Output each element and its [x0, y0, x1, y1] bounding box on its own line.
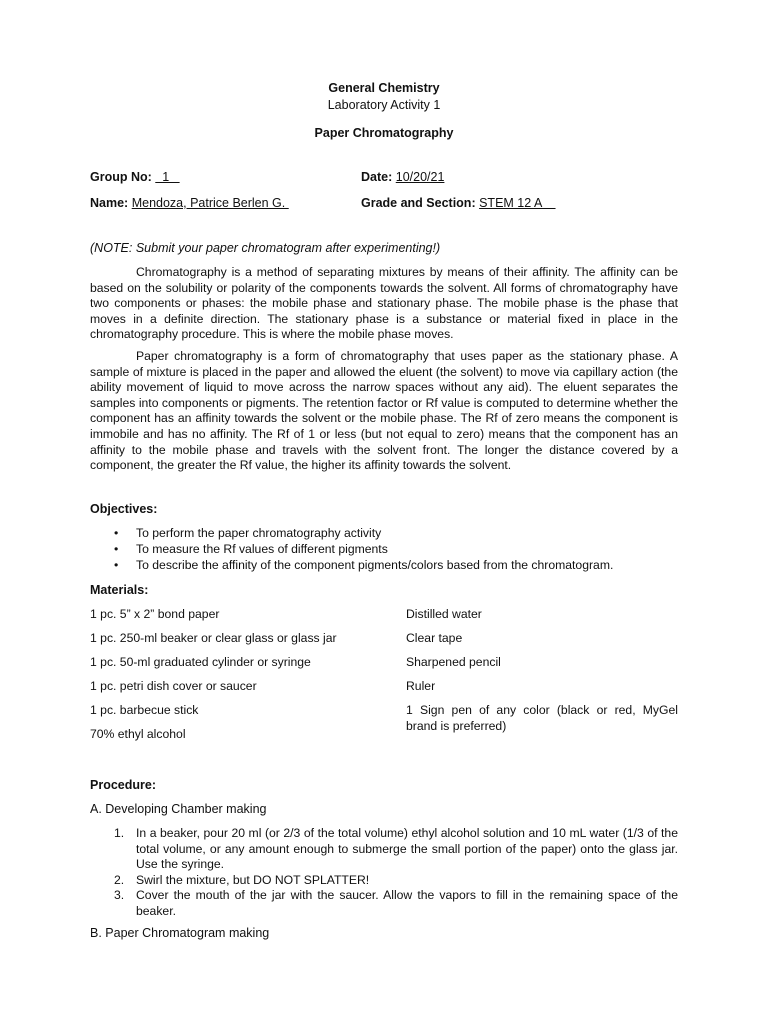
- section-a-heading: A. Developing Chamber making: [90, 802, 267, 816]
- list-item: • To describe the affinity of the component pigments/colors based from the chromatogram.: [114, 557, 614, 572]
- list-item: 1. In a beaker, pour 20 ml (or 2/3 of the total volume) ethyl alcohol solution and 10 mL water (1/3 of the total volume, or any amount enough to submerge the small portion of the paper) onto the glass jar. Use the syringe.: [114, 826, 678, 872]
- material-row: 1 pc. 50-ml graduated cylinder or syringe Sharpened pencil: [90, 655, 501, 669]
- date-value: 10/20/21: [395, 170, 445, 184]
- date-label: Date:: [361, 170, 393, 184]
- material-row: 1 pc. petri dish cover or saucer Ruler: [90, 679, 436, 693]
- submission-note: (NOTE: Submit your paper chromatogram after experimenting!): [90, 241, 441, 255]
- paragraph-chromatography: Chromatography is a method of separating mixtures by means of their affinity. The affinity can be based on the solubility or polarity of the components towards the solvent. All forms of chromatography have two components or phases: the mobile phase and stationary phase. The mobile phase is the phase that moves in a definite direction. The stationary phase is a substance or material fixed in place in the chromatography procedure. This is where the mobile phase moves.: [90, 265, 678, 342]
- activity-subtitle: Laboratory Activity 1: [327, 98, 441, 112]
- materials-list: [90, 606, 678, 742]
- materials-heading: Materials:: [90, 583, 149, 597]
- grade-value: STEM 12 A: [479, 196, 556, 210]
- grade-label: Grade and Section:: [361, 196, 476, 210]
- objectives-heading: Objectives:: [90, 502, 158, 516]
- group-label: Group No:: [90, 170, 152, 184]
- info-row-group-date: [90, 169, 678, 186]
- section-b-heading: B. Paper Chromatogram making: [90, 926, 270, 940]
- info-block: [90, 169, 678, 212]
- material-row: 1 pc. 5” x 2” bond paper Distilled water: [90, 607, 482, 621]
- name-label: Name:: [90, 196, 129, 210]
- name-value: Mendoza, Patrice Berlen G.: [131, 196, 289, 210]
- objectives-list: [90, 526, 678, 573]
- list-item: 2. Swirl the mixture, but DO NOT SPLATTER!: [114, 872, 370, 887]
- group-value: 1: [155, 170, 180, 184]
- list-item: • To perform the paper chromatography activity: [114, 526, 382, 540]
- intro-text: [90, 265, 678, 474]
- bullet-icon: •: [114, 526, 119, 540]
- list-item: 3. Cover the mouth of the jar with the saucer. Allow the vapors to fill in the remaining space of the beaker.: [114, 888, 678, 918]
- material-row: 1 pc. barbecue stick 70% ethyl alcohol 1 Sign pen of any color (black or red, MyGel brand is preferred): [90, 703, 678, 741]
- material-row: 1 pc. 250-ml beaker or clear glass or glass jar Clear tape: [90, 631, 463, 645]
- course-title: General Chemistry: [328, 81, 440, 95]
- topic-title: Paper Chromatography: [314, 126, 454, 140]
- list-item: • To measure the Rf values of different pigments: [114, 541, 388, 556]
- document-header: [90, 80, 678, 142]
- paragraph-paper-chromatography: Paper chromatography is a form of chromatography that uses paper as the stationary phase. A sample of mixture is placed in the paper and allowed the eluent (the solvent) to move via capillary action (the ability movement of liquid to move across the narrow spaces without any aid). The eluent separates the samples into components or pigments. The retention factor or Rf value is computed to determine whether the component has an affinity towards the solvent or the mobile phase. The Rf of zero means the component is immobile and has no affinity. The Rf of 1 or less (but not equal to zero) means that the component has an affinity to the mobile phase and travels with the solvent front. The longer the distance covered by a component, the greater the Rf value, the higher its affinity towards the solvent.: [90, 348, 678, 473]
- procedure-heading: Procedure:: [90, 778, 156, 792]
- info-row-name-grade: [90, 195, 678, 212]
- bullet-icon: •: [114, 557, 119, 572]
- procedure-steps: [90, 826, 678, 920]
- bullet-icon: •: [114, 541, 119, 556]
